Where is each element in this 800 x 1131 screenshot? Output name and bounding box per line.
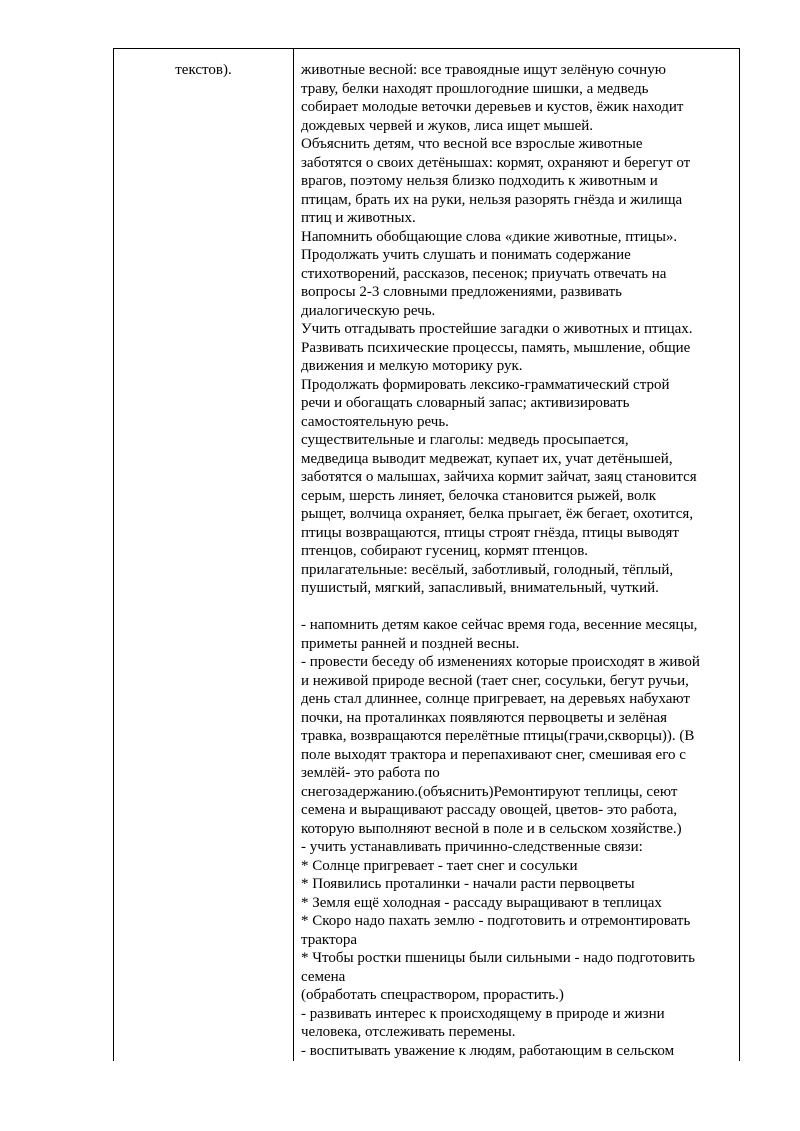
text-line: самостоятельную речь. <box>301 413 449 430</box>
text-line: * Земля ещё холодная - рассаду выращивают в теплицах <box>301 894 662 911</box>
text-line: - учить устанавливать причинно-следственные связи: <box>301 839 643 855</box>
text-line: - напомнить детям какое сейчас время года, весенние месяцы, <box>301 617 698 633</box>
text-line: Продолжать формировать лексико-грамматический строй <box>301 376 670 393</box>
left-column-cell <box>114 49 293 80</box>
text-line: рыщет, волчица охраняет, белка прыгает, ёж бегает, охотится, <box>301 506 694 522</box>
text-line: собирает молодые веточки деревьев и кустов, ёжик находит <box>301 99 684 115</box>
text-line: Напомнить обобщающие слова «дикие животные, птицы». <box>301 228 678 245</box>
text-line: заботятся о малышах, зайчиха кормит зайчат, заяц становится <box>301 469 697 485</box>
text-line: птенцов, собирают гусениц, кормят птенцов. <box>301 543 589 559</box>
text-line: врагов, поэтому нельзя близко подходить к животным и <box>301 173 658 189</box>
lesson-table <box>113 48 740 1061</box>
text-line: движения и мелкую моторику рук. <box>301 358 523 374</box>
text-line: медведица выводит медвежат, купает их, учат детёнышей, <box>301 450 673 467</box>
text-line: (обработать спецраствором, прорастить.) <box>301 987 564 1003</box>
text-line: почки, на проталинках появляются первоцветы и зелёная <box>301 709 668 726</box>
text-line: траву, белки находят прошлогодние шишки, а медведь <box>301 80 649 97</box>
text-line: диалогическую речь. <box>301 302 436 319</box>
text-line: Объяснить детям, что весной все взрослые животные <box>301 136 643 152</box>
text-line: приметы ранней и поздней весны. <box>301 635 520 652</box>
text-line: * Чтобы ростки пшеницы были сильными - надо подготовить <box>301 950 695 966</box>
right-column-cell <box>301 61 737 1060</box>
text-line: прилагательные: весёлый, заботливый, голодный, тёплый, <box>301 561 674 578</box>
text-line: - развивать интерес к происходящему в природе и жизни <box>301 1005 665 1022</box>
text-line: - воспитывать уважение к людям, работающим в сельском <box>301 1042 675 1059</box>
text-line: существительные и глаголы: медведь просыпается, <box>301 432 629 448</box>
text-line: семена и выращивают рассаду овощей, цветов- это работа, <box>301 802 678 818</box>
text-line: и неживой природе весной (тает снег, сосульки, бегут ручьи, <box>301 672 689 689</box>
text-line: серым, шерсть линяет, белочка становится рыжей, волк <box>301 487 657 504</box>
text-line: дождевых червей и жуков, лиса ищет мышей. <box>301 117 594 134</box>
text-line: Продолжать учить слушать и понимать содержание <box>301 247 631 263</box>
text-line: стихотворений, рассказов, песенок; приучать отвечать на <box>301 265 667 282</box>
text-line: заботятся о своих детёнышах: кормят, охраняют и берегут от <box>301 154 691 171</box>
text-line: * Скоро надо пахать землю - подготовить и отремонтировать <box>301 913 691 929</box>
text-line: Учить отгадывать простейшие загадки о животных и птицах. <box>301 321 693 337</box>
text-line: Развивать психические процессы, память, мышление, общие <box>301 339 691 356</box>
text-line: день стал длиннее, солнце пригревает, на деревьях набухают <box>301 691 690 707</box>
text-line: пушистый, мягкий, запасливый, внимательный, чуткий. <box>301 580 659 596</box>
text-line: птицам, брать их на руки, нельзя разорять гнёзда и жилища <box>301 191 683 208</box>
blank-line <box>301 598 737 617</box>
text-line: * Появились проталинки - начали расти первоцветы <box>301 876 635 892</box>
text-line: речи и обогащать словарный запас; активизировать <box>301 395 630 411</box>
text-line: животные весной: все травоядные ищут зелёную сочную <box>301 62 666 78</box>
text-line: человека, отслеживать перемены. <box>301 1024 516 1040</box>
text-line: - провести беседу об изменениях которые происходят в живой <box>301 654 700 670</box>
text-line: поле выходят трактора и перепахивают снег, смешивая его с <box>301 746 686 763</box>
text-line: трактора <box>301 931 358 948</box>
column-divider <box>293 49 294 1061</box>
text-line: травка, возвращаются перелётные птицы(грачи,скворцы)). (В <box>301 728 695 744</box>
text-line: птицы возвращаются, птицы строят гнёзда, птицы выводят <box>301 524 679 541</box>
text-line: птиц и животных. <box>301 210 416 226</box>
text-line: семена <box>301 968 346 985</box>
text-line: * Солнце пригревает - тает снег и сосульки <box>301 857 578 874</box>
text-line: вопросы 2-3 словными предложениями, развивать <box>301 284 622 300</box>
text-line: землёй- это работа по <box>301 765 440 781</box>
text-line: которую выполняют весной в поле и в сельском хозяйстве.) <box>301 820 682 837</box>
text-line: снегозадержанию.(объяснить)Ремонтируют теплицы, сеют <box>301 783 678 800</box>
left-cell-text: текстов). <box>175 62 232 78</box>
